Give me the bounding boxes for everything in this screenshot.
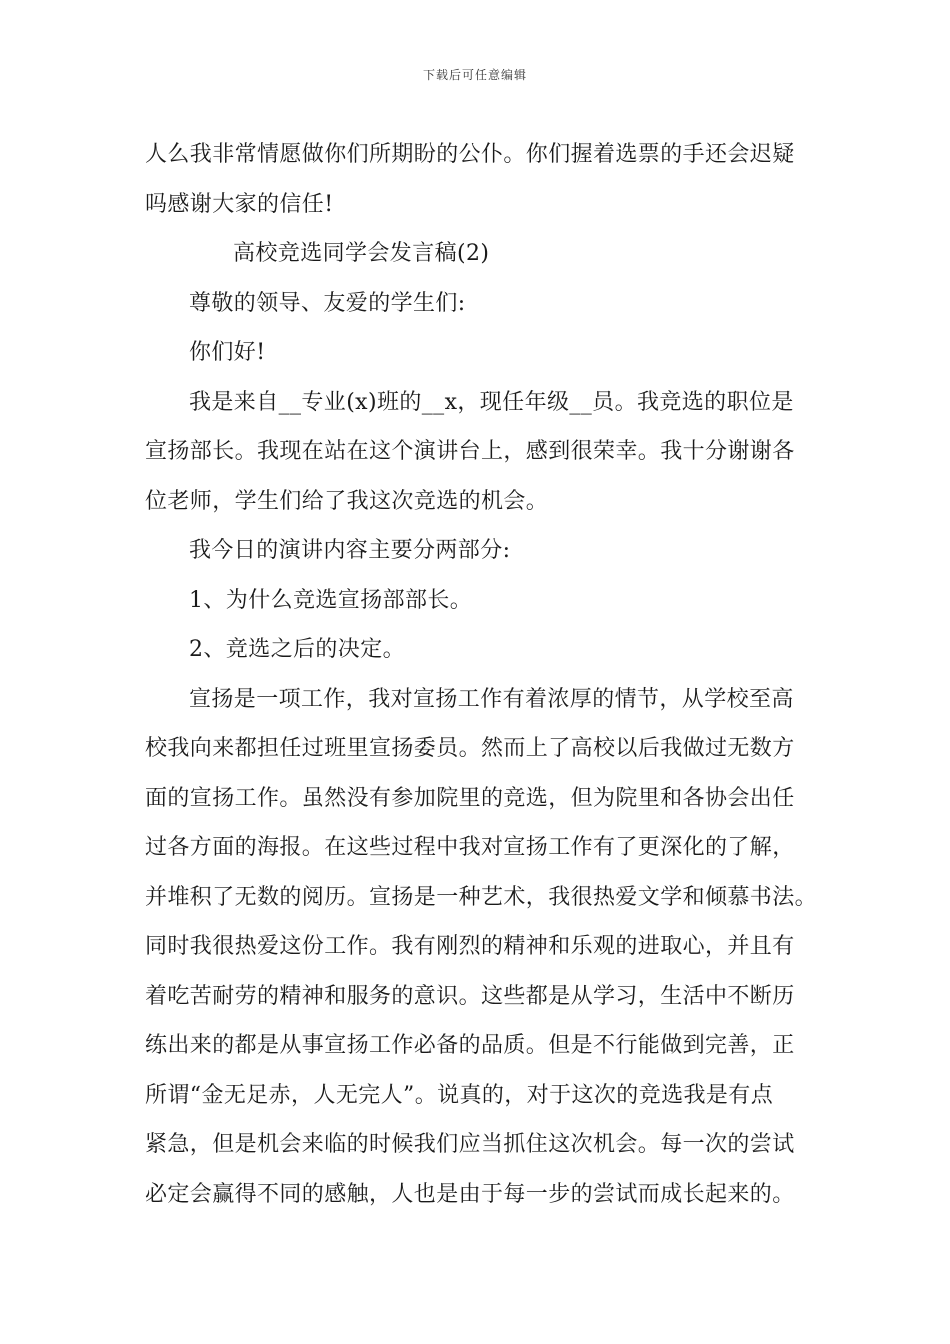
text-line: 人么我非常情愿做你们所期盼的公仆。你们握着选票的手还会迟疑	[145, 142, 795, 167]
section-title: 高校竞选同学会发言稿(2)	[233, 241, 490, 266]
paragraph-line: 面的宣扬工作。虽然没有参加院里的竞选，但为院里和各协会出任	[145, 785, 795, 811]
paragraph-line: 着吃苦耐劳的精神和服务的意识。这些都是从学习，生活中不断历	[145, 983, 795, 1009]
paragraph-line: 我今日的演讲内容主要分两部分:	[189, 538, 511, 563]
paragraph-line: 宣扬部长。我现在站在这个演讲台上，感到很荣幸。我十分谢谢各	[145, 439, 795, 464]
paragraph-line: 紧急，但是机会来临的时候我们应当抓住这次机会。每一次的尝试	[145, 1132, 795, 1157]
paragraph-line: 所谓“金无足赤，人无完人”。说真的，对于这次的竞选我是有点	[145, 1082, 774, 1108]
paragraph-line: 位老师，学生们给了我这次竞选的机会。	[145, 488, 549, 514]
paragraph-line: 必定会赢得不同的感触，人也是由于每一步的尝试而成长起来的。	[145, 1181, 795, 1207]
paragraph-line: 过各方面的海报。在这些过程中我对宣扬工作有了更深化的了解，	[145, 835, 795, 860]
salutation: 尊敬的领导、友爱的学生们:	[189, 290, 466, 316]
greeting: 你们好!	[189, 340, 266, 365]
paragraph-line: 我是来自__专业(x)班的__x，现任年级__员。我竞选的职位是	[189, 389, 794, 415]
list-item: 2、竞选之后的决定。	[189, 637, 405, 662]
page-header: 下载后可任意编辑	[422, 68, 527, 82]
list-item: 1、为什么竞选宣扬部部长。	[189, 587, 473, 613]
paragraph-line: 同时我很热爱这份工作。我有刚烈的精神和乐观的进取心，并且有	[145, 934, 795, 959]
paragraph-line: 并堆积了无数的阅历。宣扬是一种艺术，我很热爱文学和倾慕书法。	[145, 884, 818, 910]
paragraph-line: 宣扬是一项工作，我对宣扬工作有着浓厚的情节，从学校至高	[189, 686, 794, 712]
text-line: 吗感谢大家的信任!	[145, 191, 334, 217]
document-body	[145, 130, 825, 1219]
paragraph-line: 校我向来都担任过班里宣扬委员。然而上了高校以后我做过无数方	[145, 736, 795, 761]
paragraph-line: 练出来的都是从事宣扬工作必备的品质。但是不行能做到完善，正	[145, 1033, 795, 1058]
